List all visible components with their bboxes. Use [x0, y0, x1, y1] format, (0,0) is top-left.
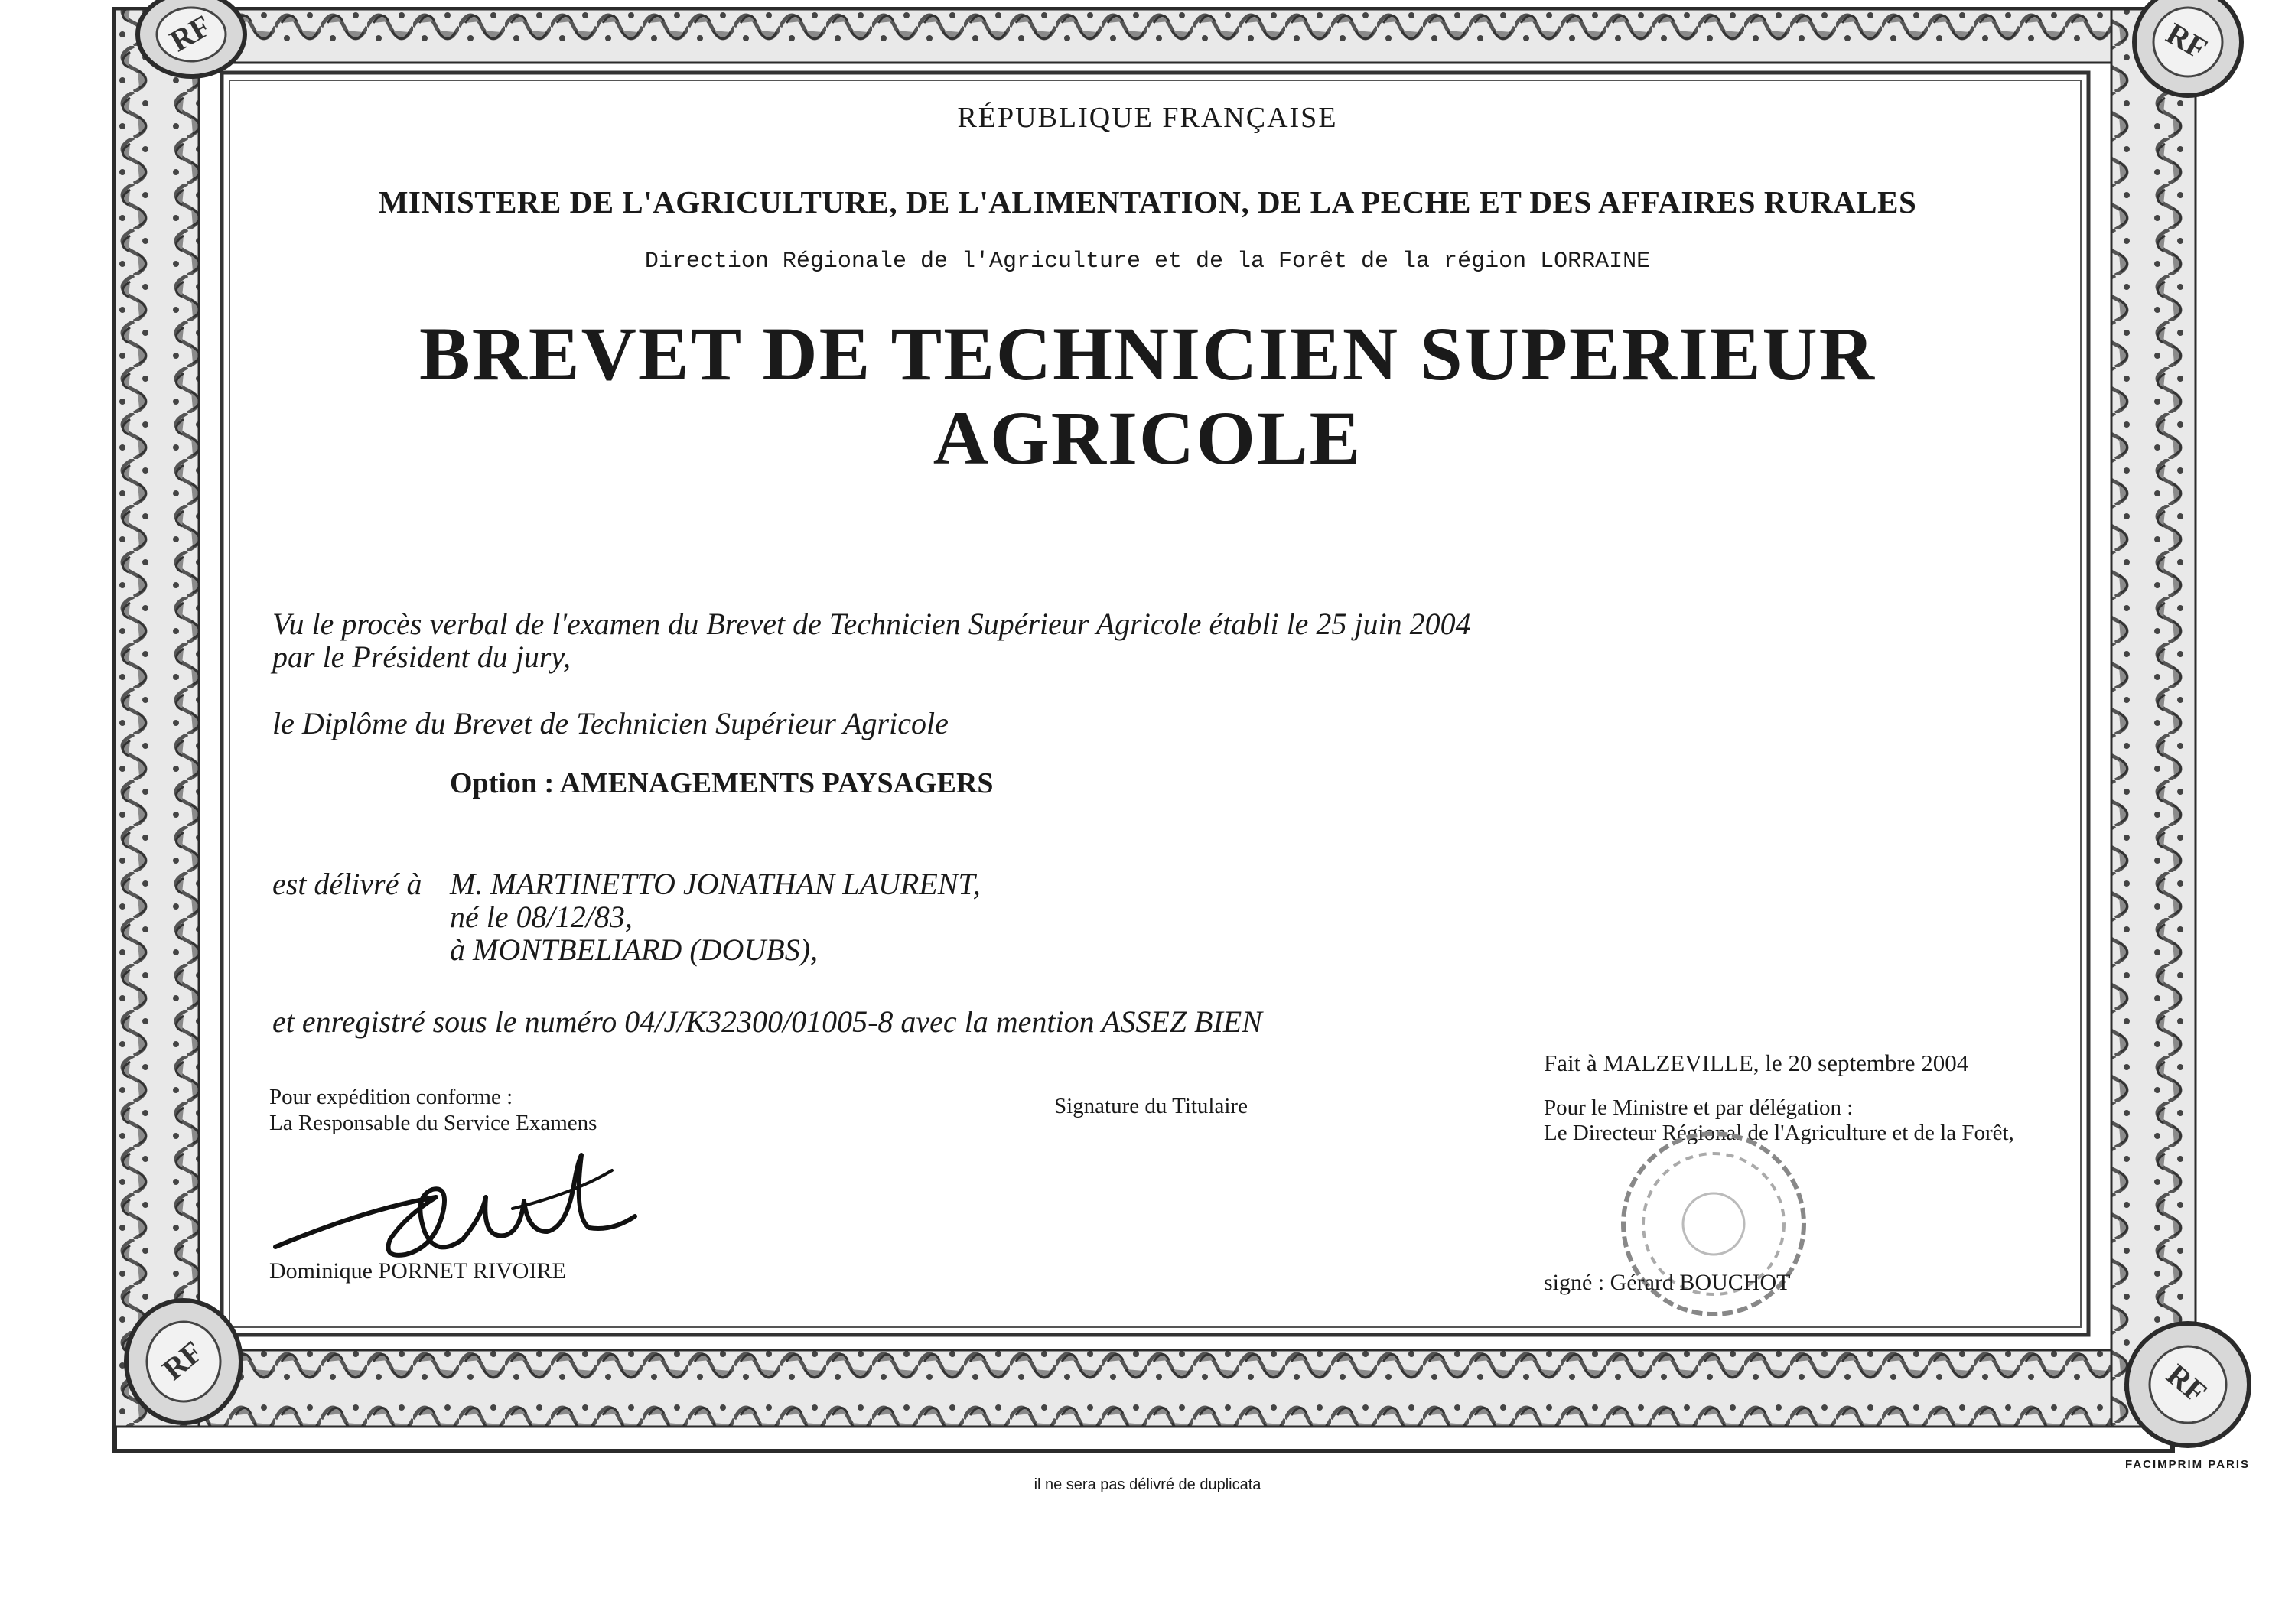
holder-signature-label: Signature du Titulaire: [1054, 1094, 1248, 1118]
corner-monogram-top-right: RF: [2160, 15, 2214, 67]
right-signatory-title1: Pour le Ministre et par délégation :: [1544, 1095, 1854, 1120]
diploma-statement: le Diplôme du Brevet de Technicien Supérieur Agricole: [272, 706, 949, 740]
left-signatory-title2: La Responsable du Service Examens: [269, 1111, 597, 1135]
printer-mark: FACIMPRIM PARIS: [2125, 1458, 2251, 1471]
left-signatory-name: Dominique PORNET RIVOIRE: [269, 1258, 566, 1284]
duplicate-notice: il ne sera pas délivré de duplicata: [1034, 1476, 1261, 1493]
diploma-title-line1: BREVET DE TECHNICIEN SUPERIEUR: [419, 311, 1876, 396]
corner-monogram-bottom-right: RF: [2160, 1357, 2214, 1410]
delivered-label: est délivré à: [272, 867, 422, 901]
ministry-heading: MINISTERE DE L'AGRICULTURE, DE L'ALIMENTATION, DE LA PECHE ET DES AFFAIRES RURALES: [378, 184, 1917, 220]
republic-heading: RÉPUBLIQUE FRANÇAISE: [957, 102, 1338, 134]
corner-monogram-bottom-left: RF: [155, 1334, 210, 1387]
left-signatory-title1: Pour expédition conforme :: [269, 1085, 513, 1109]
holder-name: M. MARTINETTO JONATHAN LAURENT,: [450, 867, 981, 901]
option-value: AMENAGEMENTS PAYSAGERS: [559, 767, 994, 799]
holder-birth-date: né le 08/12/83,: [450, 900, 633, 934]
option-label: Option :: [450, 767, 555, 799]
proces-verbal-line1: Vu le procès verbal de l'examen du Brevet de Technicien Supérieur Agricole établi le 25 juin 2004: [272, 607, 1471, 641]
right-signatory-title2: Le Directeur Régional de l'Agriculture et de la Forêt,: [1544, 1121, 2014, 1145]
proces-verbal-line2: par le Président du jury,: [272, 640, 571, 674]
registration-line: et enregistré sous le numéro 04/J/K32300/01005-8 avec la mention ASSEZ BIEN: [272, 1004, 1262, 1039]
corner-monogram-top-left: RF: [164, 8, 217, 59]
direction-heading: Direction Régionale de l'Agriculture et de la Forêt de la région LORRAINE: [644, 249, 1651, 275]
diploma-title-line2: AGRICOLE: [933, 395, 1362, 480]
option-line: [450, 766, 994, 800]
holder-birth-place: à MONTBELIARD (DOUBS),: [450, 932, 819, 967]
right-signatory-name: signé : Gérard BOUCHOT: [1544, 1270, 1791, 1295]
issue-place-date: Fait à MALZEVILLE, le 20 septembre 2004: [1544, 1050, 1969, 1076]
